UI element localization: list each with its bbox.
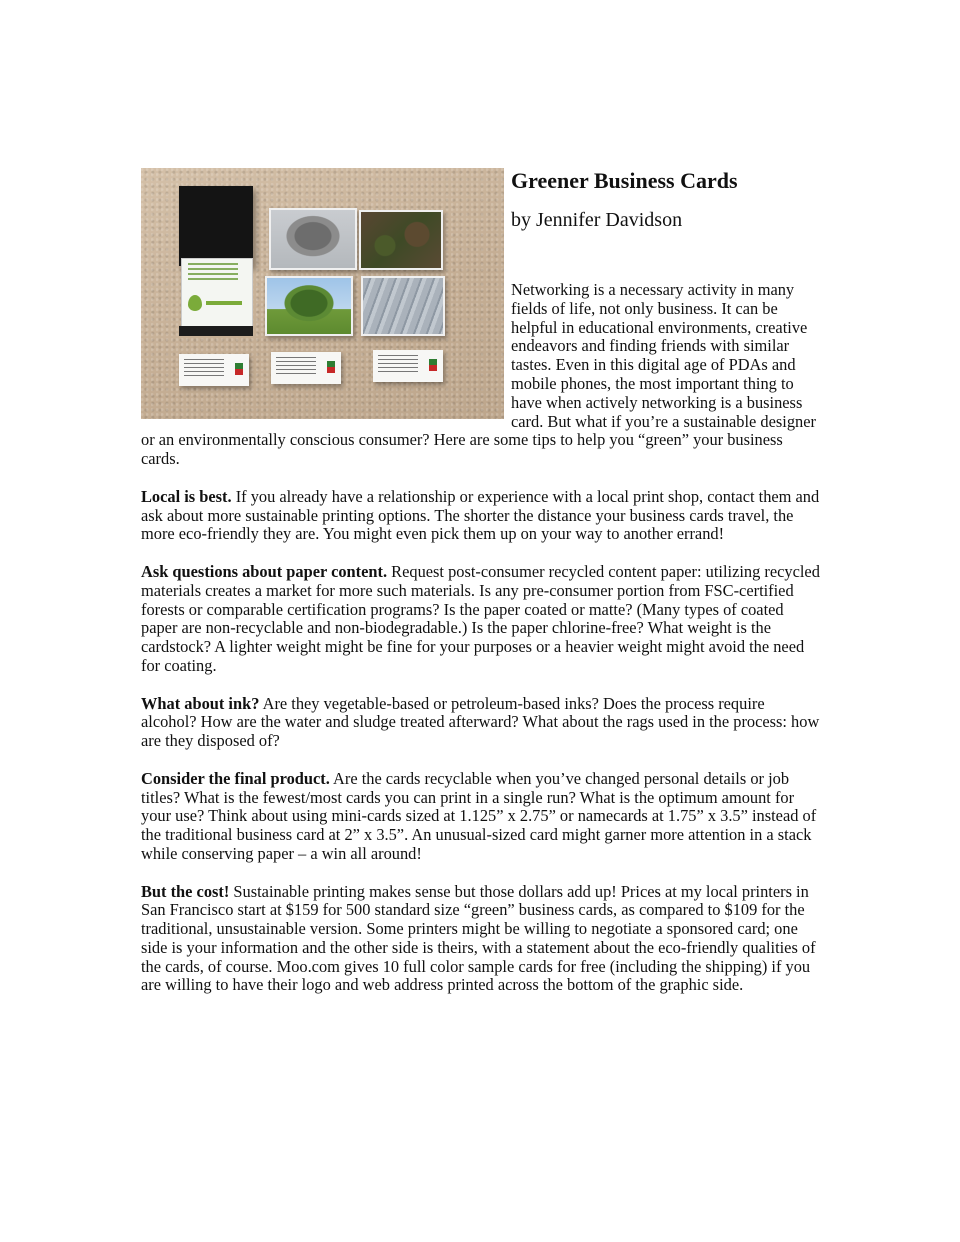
section-body: Request post-consumer recycled content paper: utilizing recycled materials creates a market for more such materials. Is any pre-consumer portion from FSC-certified forests or comparable certification programs? Is the paper coated or matte? (Many types of coated paper are non-recyclable and non-biodegradable.) Is the paper chlorine-free? What weight is the cardstock? A lighter weight might be fine for your purposes or a heavier weight might avoid the need for coating.	[141, 561, 820, 675]
section-cost	[141, 883, 821, 996]
article	[141, 168, 821, 995]
moss-card-image	[359, 210, 443, 270]
article-byline: by Jennifer Davidson	[511, 209, 683, 231]
intro-paragraph: Networking is a necessary activity in many fields of life, not only business. It can be helpful in educational environments, creative endeavors and finding friends with similar tastes. Even in this digital age of PDAs and mobile phones, the most important thing to have when actively networking is a business card. But what if you’re a sustainable designer or an environmentally conscious consumer? Here are some tips to help you “green” your business cards.	[141, 280, 816, 469]
section-heading: What about ink?	[141, 693, 260, 713]
section-body: If you already have a relationship or experience with a local print shop, contact them and ask about more sustainable printing options. The shorter the distance your business cards travel, the more eco-friendly they are. You might even pick them up on your way to another errand!	[141, 486, 820, 544]
section-body: Are the cards recyclable when you’ve changed personal details or job titles? What is the fewest/most cards you can print in a single run? What is the optimum amount for your use? Think about using mini-cards sized at 1.125” x 2.75” or namecards at 1.75” x 3.5” instead of the traditional business card at 2” x 3.5”. An unusual-sized card might garner more attention in a stack while conserving paper – a win all around!	[141, 768, 817, 863]
solar-panels-card-image	[361, 276, 445, 336]
green-tree-card-image	[265, 276, 353, 336]
section-final-product	[141, 770, 821, 864]
section-body: Are they vegetable-based or petroleum-based inks? Does the process require alcohol? How are the water and sludge treated afterward? What about the rags used in the process: how are they disposed of?	[141, 693, 820, 751]
drop-logo-icon	[188, 295, 202, 311]
section-heading: Local is best.	[141, 486, 232, 506]
section-local	[141, 488, 821, 544]
business-cards-photo	[141, 168, 504, 419]
business-card	[373, 350, 443, 382]
section-paper	[141, 563, 821, 676]
card-box	[179, 186, 253, 266]
article-title: Greener Business Cards	[511, 168, 738, 193]
section-heading: But the cost!	[141, 881, 230, 901]
section-heading: Consider the final product.	[141, 768, 330, 788]
section-heading: Ask questions about paper content.	[141, 561, 388, 581]
section-ink	[141, 695, 821, 751]
section-body: Sustainable printing makes sense but those dollars add up! Prices at my local printers in San Francisco start at $159 for 500 standard size “green” business cards, as compared to $109 for the traditional, unsustainable version. Some printers might be willing to negotiate a sponsored card; one side is your information and the other side is theirs, with a statement about the eco-friendly qualities of the cards, of course. Moo.com gives 10 full color sample cards for free (including the shipping) if you are willing to have their logo and web address printed across the bottom of the graphic side.	[141, 881, 816, 995]
box-front-card	[181, 258, 253, 328]
business-card	[179, 354, 249, 386]
business-card	[271, 352, 341, 384]
tree-card-image	[269, 208, 357, 270]
